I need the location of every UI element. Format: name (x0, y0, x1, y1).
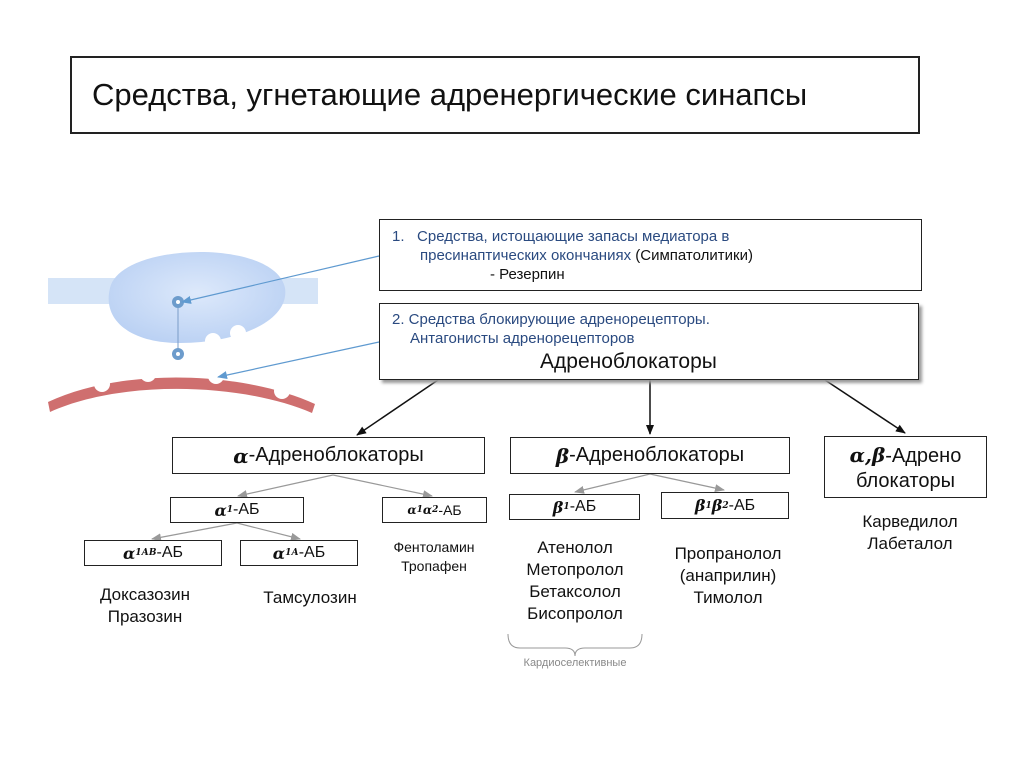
beta-blockers-box (510, 437, 790, 474)
arrow-a1-a1ab (152, 523, 237, 539)
alpha1a-sub: 1А (285, 548, 299, 558)
arrow-alpha-a12 (333, 475, 432, 496)
drug-item: Бисопролол (527, 604, 623, 623)
drug-item: Лабеталол (867, 534, 953, 553)
arrow-alpha-a1 (238, 475, 333, 496)
arrow-beta-b12 (650, 474, 724, 490)
alpha1a-symbol: α (272, 543, 286, 563)
beta12-label: -АБ (728, 496, 756, 514)
alphabeta-symbol: α,β (849, 443, 886, 467)
drug-list-alphabeta (830, 511, 990, 555)
alpha-symbol: α (233, 443, 249, 468)
drug-item: Карведилол (862, 512, 958, 531)
drug-item: Атенолол (537, 538, 613, 557)
group2-line2: Антагонисты адренорецепторов (410, 330, 635, 347)
group2-line1: 2. Средства блокирующие адренорецепторы. (392, 311, 710, 328)
alphabeta-blockers-box (824, 436, 987, 498)
drug-item: Тимолол (693, 588, 763, 607)
arrow-a1-a1a (237, 523, 300, 539)
group1-line2: пресинаптических окончаниях (420, 247, 632, 264)
group1-sympatholytics: (Симпатолитики) (635, 247, 753, 264)
alpha12-sub1: 1 (416, 505, 423, 515)
drug-list-alpha12 (374, 538, 494, 576)
drug-item: Тропафен (401, 558, 467, 574)
drug-item: Празозин (107, 607, 183, 626)
alpha-label: -Адреноблокаторы (248, 444, 424, 466)
alpha1a-label: -АБ (298, 544, 326, 561)
group1-line1: Средства, истощающие запасы медиатора в (417, 228, 730, 245)
arrow-beta-b1 (575, 474, 650, 492)
alpha1ab-box (84, 540, 222, 566)
alpha1-symbol: α (214, 500, 227, 520)
alphabeta-label-line2: блокаторы (855, 470, 955, 492)
cardioselective-bracket (508, 634, 642, 656)
alpha12-sub2: 2 (432, 505, 439, 515)
drug-item: Пропранолол (674, 544, 782, 563)
drug-list-beta1 (502, 537, 648, 625)
page-title: Средства, угнетающие адренергические синапсы (92, 77, 808, 112)
pointer-receptor (218, 342, 379, 377)
alpha1ab-sub: 1АВ (135, 548, 157, 558)
alpha1ab-label: -АБ (156, 544, 183, 561)
beta12-symbol1: β (694, 496, 706, 515)
beta1-beta2-box (661, 492, 789, 519)
cardioselective-label: Кардиоселективные (523, 657, 627, 669)
drug-item: Метопролол (526, 560, 624, 579)
alpha1-alpha2-box (382, 497, 487, 523)
arrow-to-alpha (357, 380, 438, 435)
drug-item: Тамсулозин (263, 588, 357, 607)
drug-item: Доксазозин (99, 585, 191, 604)
alpha1-label: -АБ (233, 501, 260, 518)
alpha1ab-symbol: α (122, 543, 136, 563)
group2-heading: Адреноблокаторы (540, 350, 717, 373)
group1-box (379, 219, 922, 291)
beta1-box (509, 494, 640, 520)
drug-list-alpha1ab (75, 584, 215, 628)
beta1-symbol: β (552, 497, 564, 517)
arrow-to-alphabeta (825, 380, 905, 433)
alpha12-label: -АБ (438, 502, 462, 518)
beta-symbol: β (555, 443, 570, 468)
drug-item: (анаприлин) (679, 566, 777, 585)
beta-label: -Адреноблокаторы (569, 444, 745, 466)
drug-list-beta12 (655, 543, 801, 609)
beta1-sub: 1 (563, 502, 570, 512)
beta1-label: -АБ (569, 498, 597, 515)
alphabeta-label-line1: -Адрено (885, 445, 962, 467)
pointer-presynaptic (182, 256, 379, 302)
drug-item: Бетаксолол (529, 582, 621, 601)
alpha1-box (170, 497, 304, 523)
alpha-blockers-box (172, 437, 485, 474)
drug-item: Фентоламин (393, 539, 475, 555)
alpha12-symbol2: α (422, 503, 433, 517)
drug-list-alpha1a (240, 587, 380, 609)
beta12-sub1: 1 (705, 500, 712, 511)
beta12-symbol2: β (711, 496, 723, 515)
alpha1a-box (240, 540, 358, 566)
beta12-sub2: 2 (722, 500, 729, 511)
alpha12-symbol1: α (407, 503, 417, 517)
group2-box (379, 303, 919, 380)
group1-number: 1. (392, 228, 405, 245)
group1-item: - Резерпин (490, 266, 565, 283)
alpha1-sub: 1 (226, 505, 234, 515)
